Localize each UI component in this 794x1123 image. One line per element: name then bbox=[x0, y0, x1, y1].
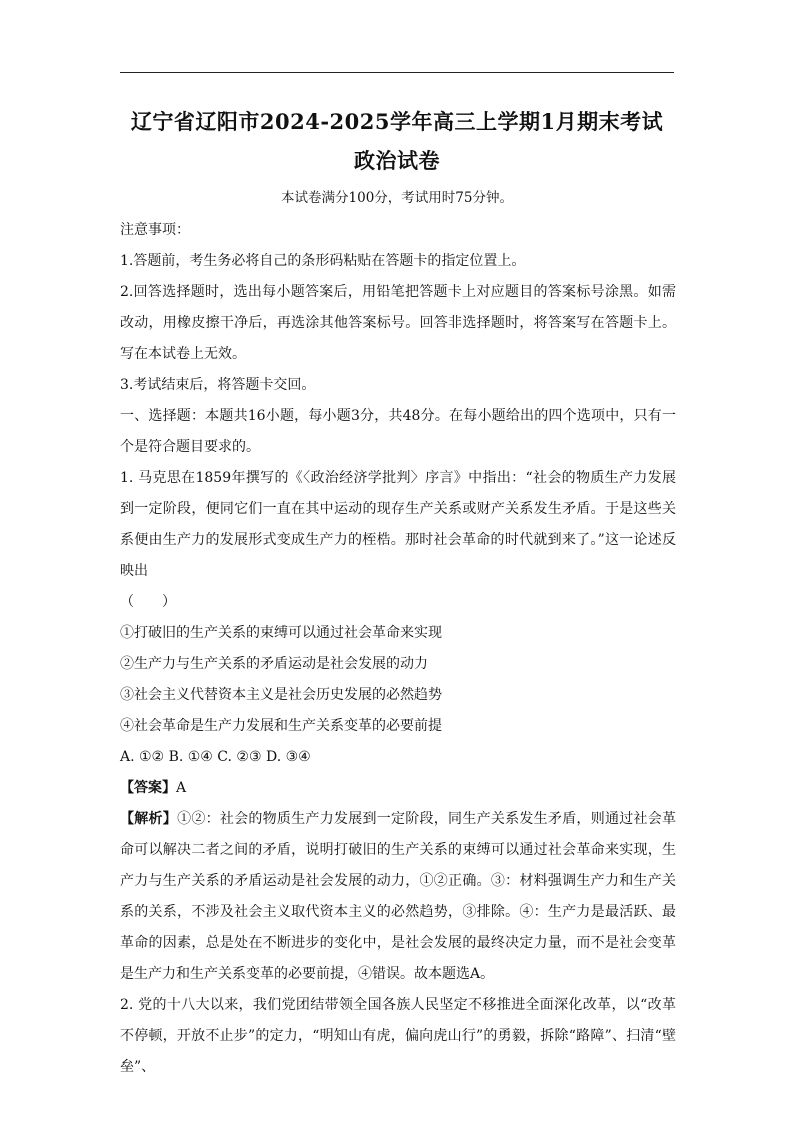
analysis-text: ①②：社会的物质生产力发展到一定阶段，同生产关系发生矛盾，则通过社会革命可以解决二者之间的矛盾，说明打破旧的生产关系的束缚可以通过社会革命来实现，生产力与生产关系的矛盾运动是社会发展的动力，①②正确。③：材料强调生产力和生产关系的关系，不涉及社会主义取代资本主义的必然趋势，③排除。④：生产力是最活跃、最革命的因素，总是处在不断进步的变化中，是社会发展的最终决定力量，而不是社会变革是生产力和生产关系变革的必要前提，④错误。故本题选A。 bbox=[120, 811, 677, 982]
answer-line bbox=[120, 773, 676, 804]
exam-meta: 本试卷满分100分，考试用时75分钟。 bbox=[281, 190, 513, 206]
exam-subject-title: 政治试卷 bbox=[354, 148, 440, 173]
answer-options: A. ①② B. ①④ C. ②③ D. ③④ bbox=[120, 749, 311, 765]
answer-value: A bbox=[176, 780, 187, 796]
analysis-label: 【解析】 bbox=[120, 811, 178, 827]
statement-item: ①打破旧的生产关系的束缚可以通过社会革命来实现 bbox=[120, 625, 442, 641]
notice-item: 2.回答选择题时，选出每小题答案后，用铅笔把答题卡上对应题目的答案标号涂黑。如需改动，用橡皮擦干净后，再选涂其他答案标号。回答非选择题时，将答案写在答题卡上。写在本试卷上无效。 bbox=[120, 284, 676, 362]
section-heading: 一、选择题：本题共16小题，每小题3分，共48分。在每小题给出的四个选项中，只有一个是符合题目要求的。 bbox=[120, 408, 676, 455]
notice-item: 3.考试结束后，将答题卡交回。 bbox=[120, 377, 316, 393]
notice-item: 1.答题前，考生务必将自己的条形码粘贴在答题卡的指定位置上。 bbox=[120, 253, 526, 269]
analysis-paragraph bbox=[120, 804, 676, 990]
answer-label: 【答案】 bbox=[120, 780, 176, 796]
statement-item: ③社会主义代替资本主义是社会历史发展的必然趋势 bbox=[120, 687, 442, 703]
exam-title: 辽宁省辽阳市2024-2025学年高三上学期1月期末考试 bbox=[130, 109, 664, 134]
statement-item: ②生产力与生产关系的矛盾运动是社会发展的动力 bbox=[120, 656, 428, 672]
document-body bbox=[120, 215, 676, 1083]
statement-item: ④社会革命是生产力发展和生产关系变革的必要前提 bbox=[120, 718, 442, 734]
header-rule bbox=[120, 72, 674, 73]
question-stem: 1. 马克思在1859年撰写的《〈政治经济学批判〉序言》中指出：“社会的物质生产力发展到一定阶段，便同它们一直在其中运动的现存生产关系或财产关系发生矛盾。于是这些关系便由生产力的发展形式变成生产力的桎梏。那时社会革命的时代就到来了。”这一论述反映出 bbox=[120, 470, 676, 579]
question-stem: 2. 党的十八大以来，我们党团结带领全国各族人民坚定不移推进全面深化改革，以“改革不停顿，开放不止步”的定力，“明知山有虎，偏向虎山行”的勇毅，拆除“路障”、扫清“壁垒”、 bbox=[120, 997, 676, 1075]
question-paren: （ ） bbox=[120, 594, 176, 610]
notice-heading: 注意事项： bbox=[120, 222, 190, 238]
